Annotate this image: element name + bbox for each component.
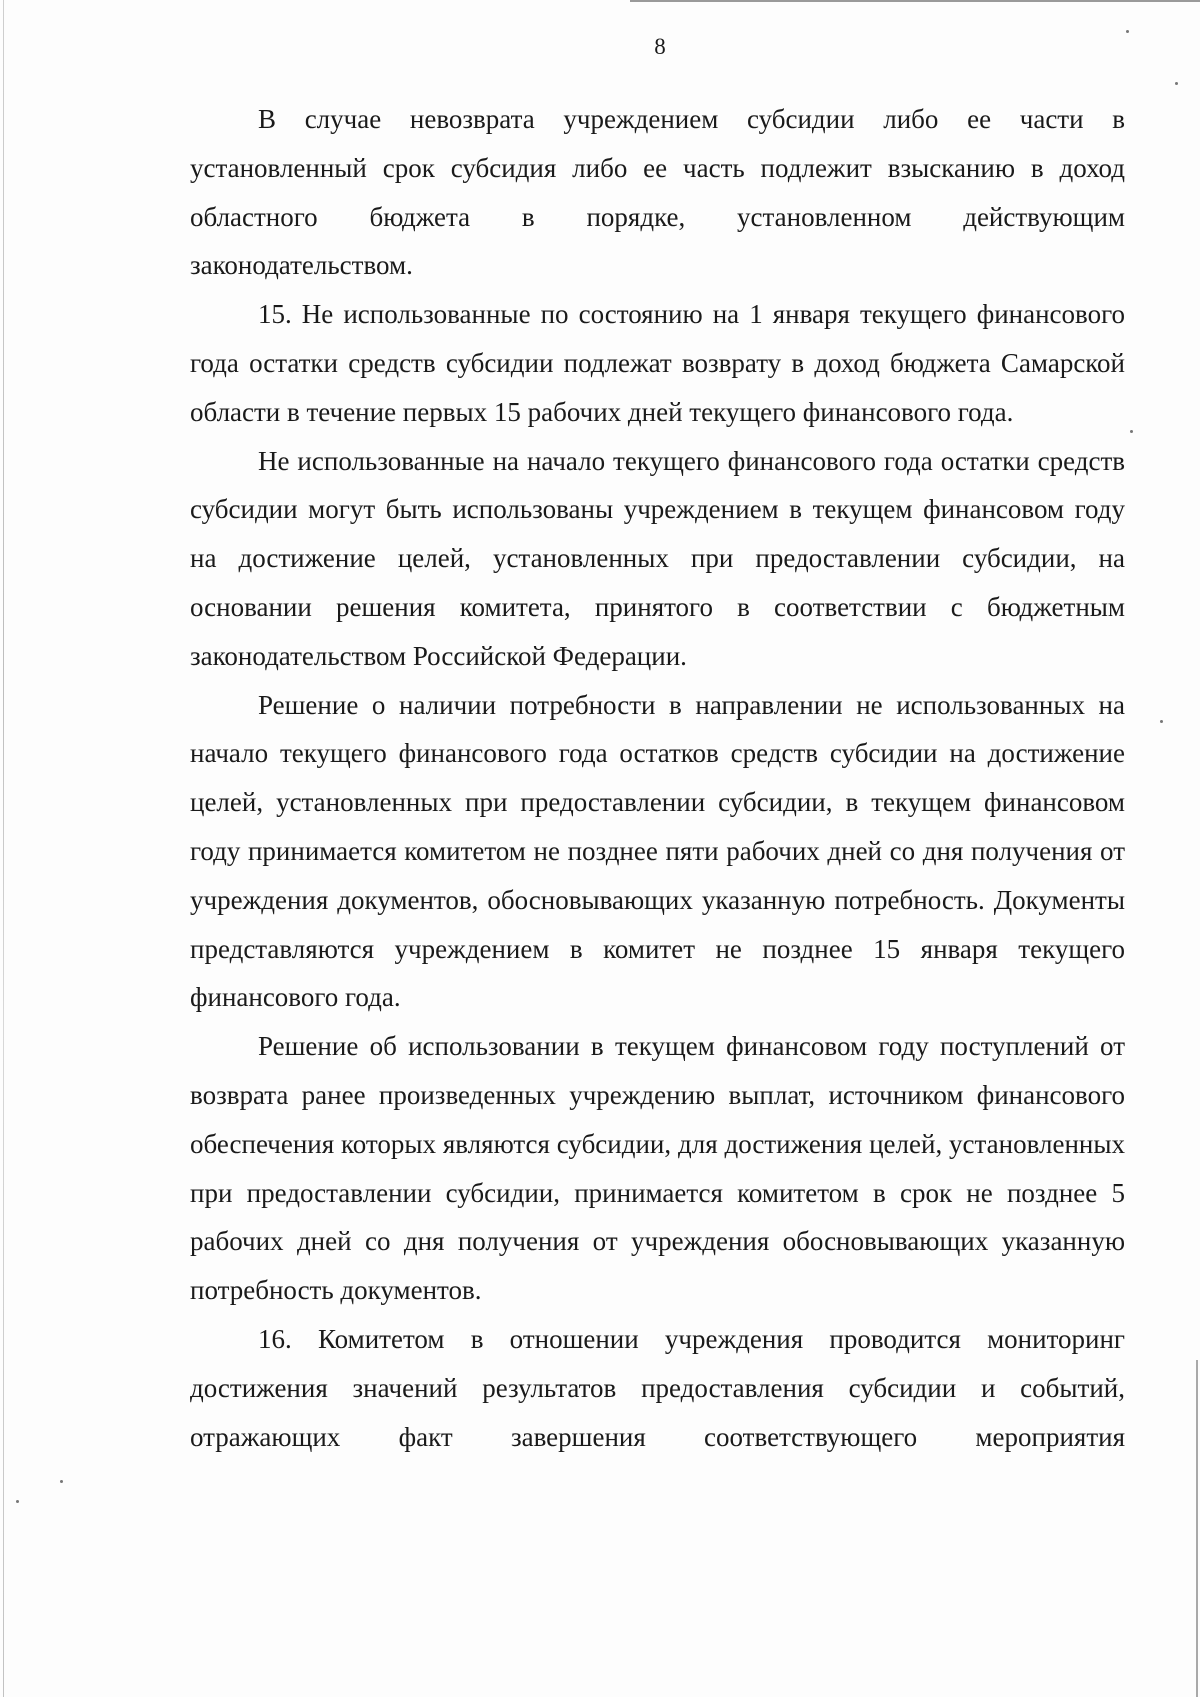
- page-number: 8: [654, 34, 666, 59]
- scan-speck: [1126, 30, 1129, 33]
- paragraph-item-16: 16. Комитетом в отношении учреждения проводится мониторинг достижения значений результатов предоставления субсидии и событий, отражающих факт завершения соответствующего мероприятия: [190, 1323, 1125, 1452]
- scan-right-edge: [1196, 1360, 1198, 1697]
- paragraph-need-decision: Решение о наличии потребности в направлении не использованных на начало текущего финансового года остатков средств субсидии на достижение целей, установленных при предоставлении субсидии, в текущем финансовом году принимается комитетом не позднее пяти рабочих дней со дня получения от учреждения документов, обосновывающих указанную потребность. Документы представляются учреждением в комитет не позднее 15 января текущего финансового года.: [190, 689, 1125, 1013]
- scan-speck: [1130, 430, 1133, 433]
- scan-speck: [1160, 720, 1163, 723]
- scan-speck: [60, 1480, 63, 1483]
- paragraph-returns-decision: Решение об использовании в текущем финансовом году поступлений от возврата ранее произведенных учреждению выплат, источником финансового обеспечения которых являются субсидии, для достижения целей, установленных при предоставлении субсидии, принимается комитетом в срок не позднее 5 рабочих дней со дня получения от учреждения обосновывающих указанную потребность документов.: [190, 1031, 1125, 1306]
- scan-speck: [16, 1500, 19, 1503]
- document-body: [190, 95, 1125, 1461]
- paragraph-non-return: В случае невозврата учреждением субсидии либо ее части в установленный срок субсидия либо ее часть подлежит взысканию в доход областного бюджета в порядке, установленном действующим законодательством.: [190, 104, 1125, 281]
- paragraph-item-15: 15. Не использованные по состоянию на 1 января текущего финансового года остатки средств субсидии подлежат возврату в доход бюджета Самарской области в течение первых 15 рабочих дней текущего финансового года.: [190, 299, 1125, 427]
- scan-left-edge: [3, 0, 4, 1697]
- scan-speck: [1175, 82, 1178, 85]
- paragraph-unused-balances: Не использованные на начало текущего финансового года остатки средств субсидии могут быть использованы учреждением в текущем финансовом году на достижение целей, установленных при предоставлении субсидии, на основании решения комитета, принятого в соответствии с бюджетным законодательством Российской Федерации.: [190, 445, 1125, 671]
- scan-top-rule: [630, 0, 1200, 2]
